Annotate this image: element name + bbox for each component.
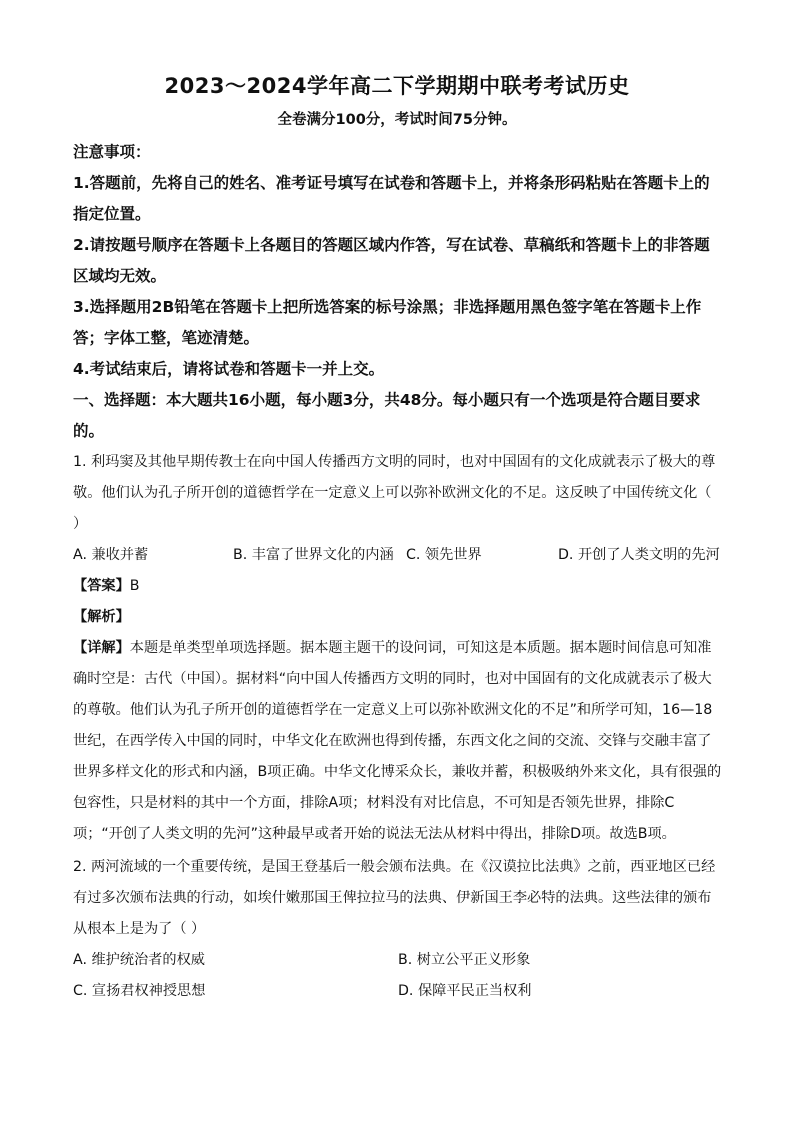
question-1 [73, 447, 723, 540]
option-d: D. 保障平民正当权利 [398, 983, 532, 999]
note-item: 4.考试结束后，请将试卷和答题卡一并上交。 [73, 360, 385, 378]
question-2-options-row1 [73, 945, 733, 976]
question-2-stem: 2. 两河流域的一个重要传统，是国王登基后一般会颁布法典。在《汉谟拉比法典》之前，西亚地区已经有过多次颁布法典的行动，如埃什嫩那国王俾拉拉马的法典、伊新国王李必特的法典。这些法律的颁布从根本上是为了（ ） [73, 859, 716, 937]
page-subtitle: 全卷满分100分，考试时间75分钟。 [277, 112, 517, 128]
option-b: B. 树立公平正义形象 [398, 952, 531, 968]
answer-value: B [129, 578, 140, 594]
answer-line [73, 571, 723, 602]
option-c: C. 宣扬君权神授思想 [73, 983, 206, 999]
option-a: A. 兼收并蓄 [73, 547, 149, 563]
note-item: 1.答题前，先将自己的姓名、准考证号填写在试卷和答题卡上，并将条形码粘贴在答题卡上的指定位置。 [73, 174, 710, 223]
notes-heading: 注意事项： [73, 143, 151, 161]
answer-label: 【答案】 [73, 578, 130, 594]
detail-label: 【详解】 [73, 640, 130, 656]
section-heading: 一、选择题：本大题共16小题，每小题3分，共48分。每小题只有一个选项是符合题目要求的。 [73, 391, 701, 440]
question-2-options-row2 [73, 976, 733, 1007]
note-item: 3.选择题用2B铅笔在答题卡上把所选答案的标号涂黑；非选择题用黑色签字笔在答题卡上作答；字体工整，笔迹清楚。 [73, 298, 702, 347]
option-a: A. 维护统治者的权威 [73, 952, 205, 968]
option-b: B. 丰富了世界文化的内涵 [233, 547, 394, 563]
detail-text: 本题是单类型单项选择题。据本题主题干的设问词，可知这是本质题。据本题时间信息可知准确时空是：古代（中国）。据材料“向中国人传播西方文明的同时，也对中国固有的文化成就表示了极大的尊敬。他们认为孔子所开创的道德哲学在一定意义上可以弥补欧洲文化的不足”和所学可知，16—18世纪，在西学传入中国的同时，中华文化在欧洲也得到传播，东西文化之间的交流、交锋与交融丰富了世界多样文化的形式和内涵，B项正确。中华文化博采众长，兼收并蓄，积极吸纳外来文化，具有很强的包容性，只是材料的其中一个方面，排除A项；材料没有对比信息，不可知是否领先世界，排除C项；“开创了人类文明的先河”这种最早或者开始的说法无法从材料中得出，排除D项。故选B项。 [73, 640, 722, 842]
option-c: C. 领先世界 [406, 547, 482, 563]
page-title: 2023～2024学年高二下学期期中联考考试历史 [164, 74, 630, 98]
question-1-options [73, 540, 733, 571]
note-item: 2.请按题号顺序在答题卡上各题目的答题区域内作答，写在试卷、草稿纸和答题卡上的非答题区域均无效。 [73, 236, 710, 285]
question-1-stem: 1. 利玛窦及其他早期传教士在向中国人传播西方文明的同时，也对中国固有的文化成就表示了极大的尊敬。他们认为孔子所开创的道德哲学在一定意义上可以弥补欧洲文化的不足。这反映了中国传统文化（ ） [73, 454, 716, 532]
notes-section [73, 137, 723, 447]
analysis-label: 【解析】 [73, 609, 130, 625]
analysis-line [73, 602, 723, 633]
question-2 [73, 852, 723, 945]
option-d: D. 开创了人类文明的先河 [558, 547, 720, 563]
detail-paragraph [73, 633, 723, 850]
